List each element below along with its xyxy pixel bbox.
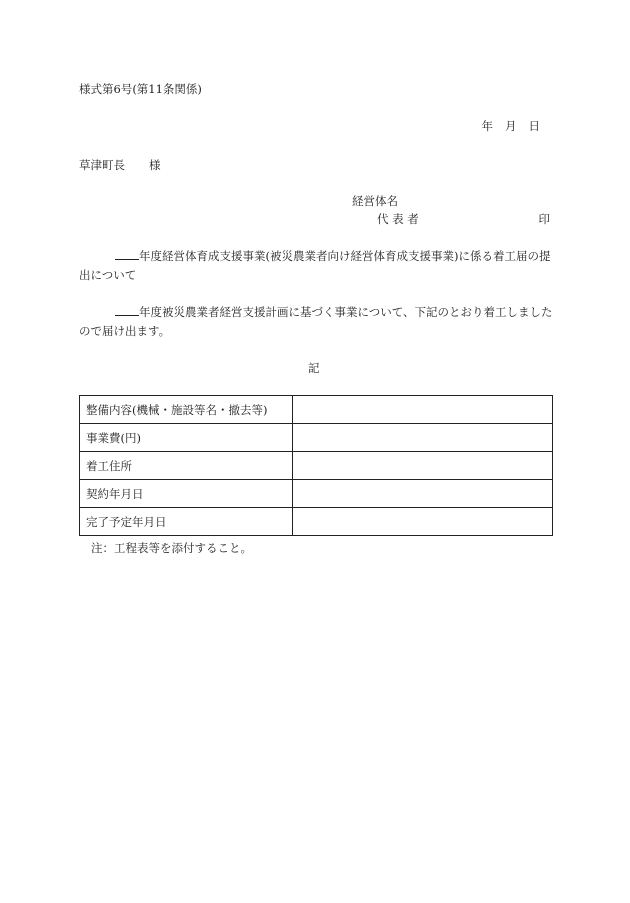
row-label: 着工住所 — [80, 452, 293, 480]
row-label: 完了予定年月日 — [80, 508, 293, 536]
ki-heading: 記 — [308, 361, 320, 375]
entity-name-label: 経営体名 — [352, 194, 398, 208]
table-row — [80, 508, 553, 536]
table-row — [80, 424, 553, 452]
title-paragraph — [79, 247, 553, 285]
body-text: 年度被災農業者経営支援計画に基づく事業について、下記のとおり着工しましたので届け出ます。 — [79, 305, 553, 338]
row-value[interactable] — [293, 424, 553, 452]
recipient — [79, 157, 161, 173]
details-table — [79, 395, 553, 536]
year-blank — [115, 248, 139, 260]
table-row — [80, 480, 553, 508]
date-line — [470, 118, 541, 134]
date-month: 月 — [505, 119, 517, 133]
recipient-name: 草津町長 — [79, 158, 125, 172]
body-paragraph — [79, 303, 553, 341]
row-label: 整備内容(機械・施設等名・撤去等) — [80, 396, 293, 424]
note: 注：工程表等を添付すること。 — [91, 541, 252, 555]
table-row — [80, 396, 553, 424]
representative-label: 代 表 者 — [377, 212, 419, 226]
table-row — [80, 452, 553, 480]
recipient-honorific: 様 — [149, 158, 161, 172]
form-number: 様式第6号(第11条関係) — [79, 82, 202, 96]
seal-mark: 印 — [538, 212, 550, 226]
row-value[interactable] — [293, 452, 553, 480]
date-year: 年 — [481, 119, 493, 133]
row-value[interactable] — [293, 508, 553, 536]
title-text: 年度経営体育成支援事業(被災農業者向け経営体育成支援事業)に係る着工届の提出について — [79, 249, 551, 282]
year-blank — [115, 304, 139, 316]
row-value[interactable] — [293, 480, 553, 508]
date-day: 日 — [528, 119, 540, 133]
row-label: 契約年月日 — [80, 480, 293, 508]
row-label: 事業費(円) — [80, 424, 293, 452]
row-value[interactable] — [293, 396, 553, 424]
